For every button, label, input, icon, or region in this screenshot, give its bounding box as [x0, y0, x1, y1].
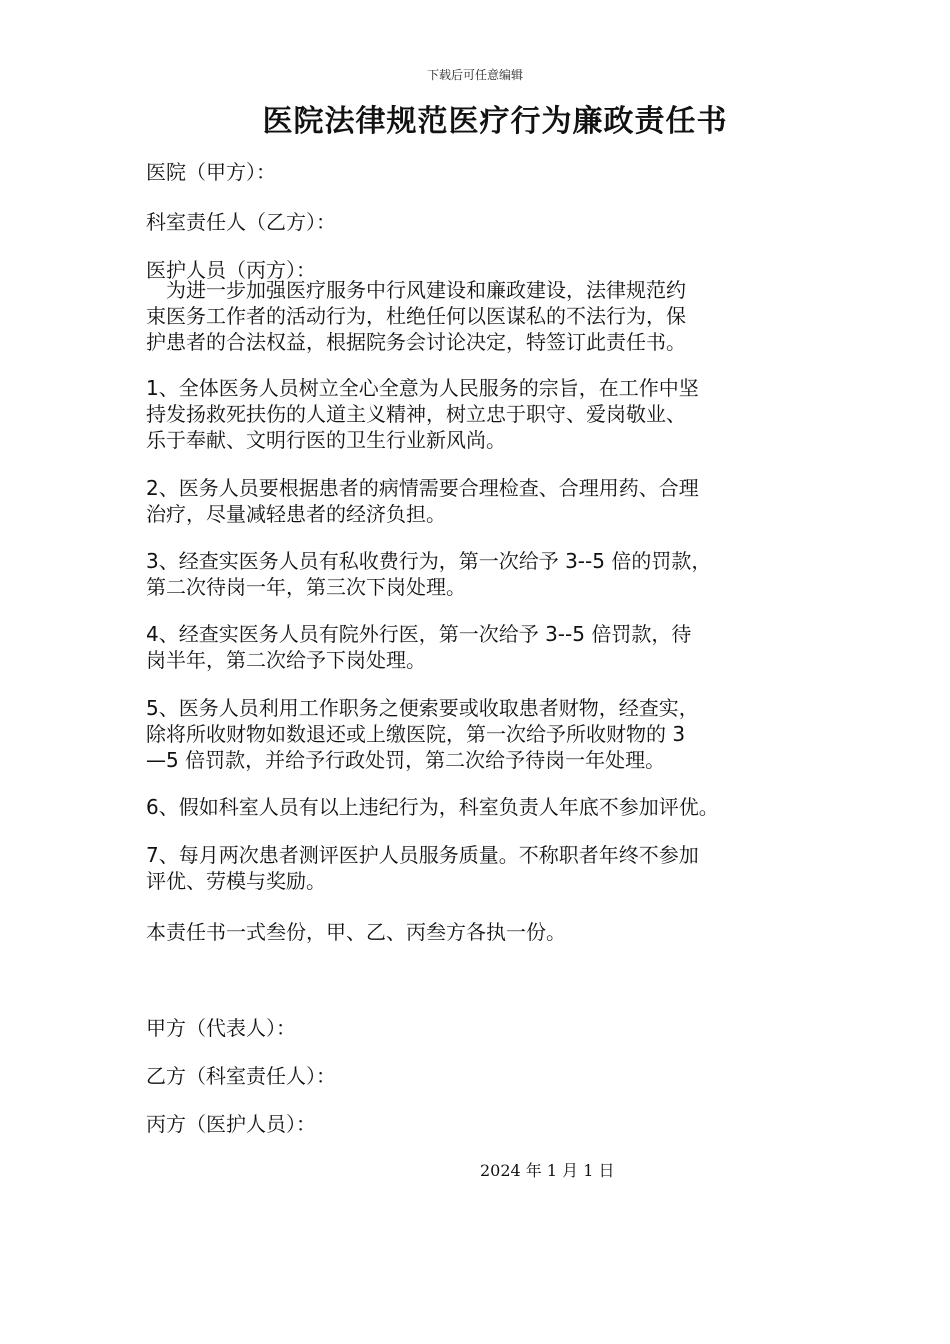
- clause-line: 2、医务人员要根据患者的病情需要合理检查、合理用药、合理: [146, 476, 699, 500]
- intro-paragraph: [146, 277, 818, 355]
- party-c-label: 医护人员（丙方）：: [146, 258, 316, 282]
- intro-line: 为进一步加强医疗服务中行风建设和廉政建设，法律规范约: [146, 278, 686, 302]
- clause-line: 4、经查实医务人员有院外行医，第一次给予 3--5 倍罚款，待: [146, 622, 692, 646]
- party-a-label: 医院（甲方）：: [146, 160, 276, 184]
- clause-6: [146, 794, 818, 820]
- clause-line: 乐于奉献、文明行医的卫生行业新风尚。: [146, 428, 506, 452]
- party-b-label: 科室责任人（乙方）：: [146, 210, 336, 234]
- clause-5: [146, 695, 818, 773]
- clause-7: [146, 842, 818, 894]
- clause-line: 1、全体医务人员树立全心全意为人民服务的宗旨，在工作中坚: [146, 376, 699, 400]
- document-date: 2024 年 1 月 1 日: [480, 1161, 615, 1180]
- clause-1: [146, 375, 818, 453]
- clause-3: [146, 548, 818, 600]
- clause-4: [146, 621, 818, 673]
- intro-line: 护患者的合法权益，根据院务会讨论决定，特签订此责任书。: [146, 330, 686, 354]
- signature-party-a: 甲方（代表人）：: [146, 1016, 296, 1040]
- intro-line: 束医务工作者的活动行为，杜绝任何以医谋私的不法行为，保: [146, 304, 686, 328]
- clause-line: 持发扬救死扶伤的人道主义精神，树立忠于职守、爱岗敬业、: [146, 402, 686, 426]
- clause-line: 3、经查实医务人员有私收费行为，第一次给予 3--5 倍的罚款，: [146, 549, 712, 573]
- clause-line: 评优、劳模与奖励。: [146, 869, 326, 893]
- clause-line: —5 倍罚款，并给予行政处罚，第二次给予待岗一年处理。: [146, 748, 666, 772]
- document-title: 医院法律规范医疗行为廉政责任书: [262, 104, 728, 139]
- clause-line: 治疗，尽量减轻患者的经济负担。: [146, 502, 446, 526]
- clause-line: 5、医务人员利用工作职务之便索要或收取患者财物，经查实，: [146, 696, 699, 720]
- copies-note: 本责任书一式叁份，甲、乙、丙叁方各执一份。: [146, 920, 566, 944]
- clause-line: 岗半年，第二次给予下岗处理。: [146, 648, 426, 672]
- clause-2: [146, 475, 818, 527]
- signature-party-b: 乙方（科室责任人）：: [146, 1064, 336, 1088]
- signature-party-c: 丙方（医护人员）：: [146, 1112, 316, 1136]
- clause-line: 第二次待岗一年，第三次下岗处理。: [146, 575, 466, 599]
- clause-line: 除将所收财物如数退还或上缴医院，第一次给予所收财物的 3: [146, 722, 686, 746]
- clause-line: 7、每月两次患者测评医护人员服务质量。不称职者年终不参加: [146, 843, 699, 867]
- clause-line: 6、假如科室人员有以上违纪行为，科室负责人年底不参加评优。: [146, 795, 719, 819]
- header-note: 下载后可任意编辑: [426, 68, 523, 82]
